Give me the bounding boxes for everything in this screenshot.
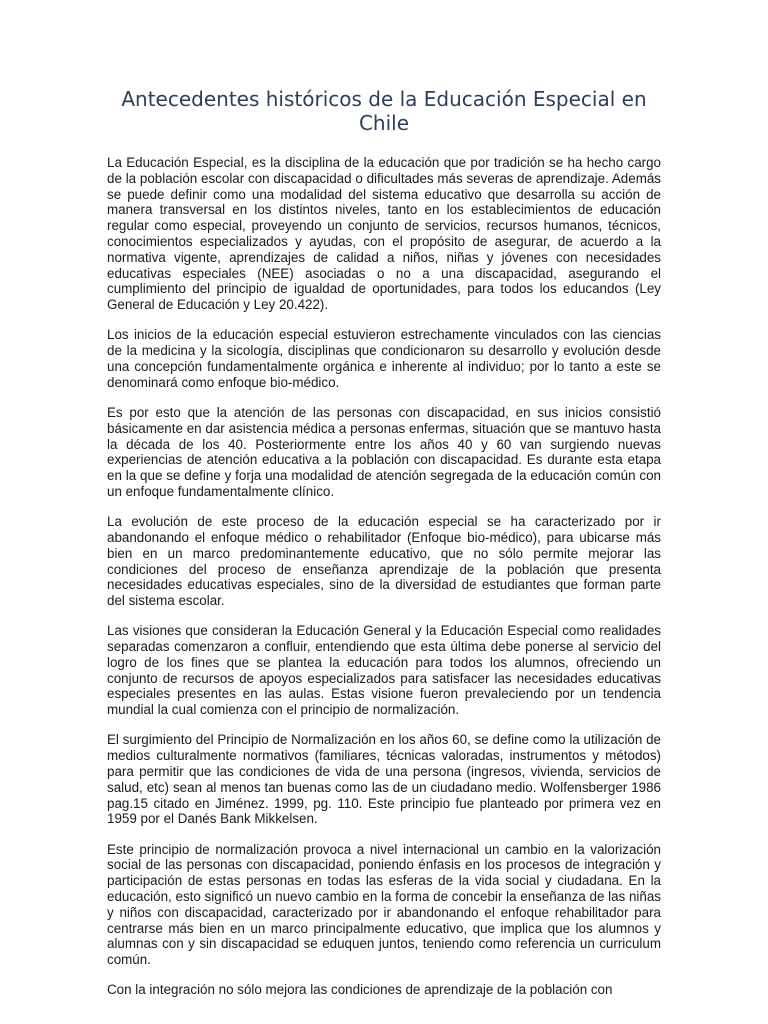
paragraph: La Educación Especial, es la disciplina de la educación que por tradición se ha hecho cargo de la población escolar con discapacidad o dificultades más severas de aprendizaje. Además se puede definir como una modalidad del sistema educativo que desarrolla su acción de manera transversal en los distintos niveles, tanto en los establecimientos de educación regular como especial, proveyendo un conjunto de servicios, recursos humanos, técnicos, conocimientos especializados y ayudas, con el propósito de asegurar, de acuerdo a la normativa vigente, aprendizajes de calidad a niños, niñas y jóvenes con necesidades educativas especiales (NEE) asociadas o no a una discapacidad, asegurando el cumplimiento del principio de igualdad de oportunidades, para todos los educandos (Ley General de Educación y Ley 20.422). bbox=[107, 155, 661, 313]
paragraph: La evolución de este proceso de la educación especial se ha caracterizado por ir abandonando el enfoque médico o rehabilitador (Enfoque bio-médico), para ubicarse más bien en un marco predominantemente educativo, que no sólo permite mejorar las condiciones del proceso de enseñanza aprendizaje de la población que presenta necesidades educativas especiales, sino de la diversidad de estudiantes que forman parte del sistema escolar. bbox=[107, 514, 661, 609]
paragraph: El surgimiento del Principio de Normalización en los años 60, se define como la utilización de medios culturalmente normativos (familiares, técnicas valoradas, instrumentos y métodos) para permitir que las condiciones de vida de una persona (ingresos, vivienda, servicios de salud, etc) sean al menos tan buenas como las de un ciudadano medio. Wolfensberger 1986 pag.15 citado en Jiménez. 1999, pg. 110. Este principio fue planteado por primera vez en 1959 por el Danés Bank Mikkelsen. bbox=[107, 732, 661, 827]
paragraph: Los inicios de la educación especial estuvieron estrechamente vinculados con las ciencias de la medicina y la sicología, disciplinas que condicionaron su desarrollo y evolución desde una concepción fundamentalmente orgánica e inherente al individuo; por lo tanto a este se denominará como enfoque bio-médico. bbox=[107, 327, 661, 390]
paragraph: Las visiones que consideran la Educación General y la Educación Especial como realidades separadas comenzaron a confluir, entendiendo que esta última debe ponerse al servicio del logro de los fines que se plantea la educación para todos los alumnos, ofreciendo un conjunto de recursos de apoyos especializados para satisfacer las necesidades educativas especiales presentes en las aulas. Estas visione fueron prevaleciendo por un tendencia mundial la cual comienza con el principio de normalización. bbox=[107, 623, 661, 718]
paragraph: Este principio de normalización provoca a nivel internacional un cambio en la valorización social de las personas con discapacidad, poniendo énfasis en los procesos de integración y participación de estas personas en todas las esferas de la vida social y ciudadana. En la educación, esto significó un nuevo cambio en la forma de concebir la enseñanza de las niñas y niños con discapacidad, caracterizado por ir abandonando el enfoque rehabilitador para centrarse más bien en un marco principalmente educativo, que implica que los alumnos y alumnas con y sin discapacidad se eduquen juntos, teniendo como referencia un curriculum común. bbox=[107, 841, 661, 968]
document-body bbox=[107, 155, 661, 1013]
paragraph: Es por esto que la atención de las personas con discapacidad, en sus inicios consistió básicamente en dar asistencia médica a personas enfermas, situación que se mantuvo hasta la década de los 40. Posteriormente entre los años 40 y 60 van surgiendo nuevas experiencias de atención educativa a la población con discapacidad. Es durante esta etapa en la que se define y forja una modalidad de atención segregada de la educación común con un enfoque fundamentalmente clínico. bbox=[107, 404, 661, 499]
document-title: Antecedentes históricos de la Educación Especial en Chile bbox=[121, 87, 647, 135]
paragraph-partial: Con la integración no sólo mejora las condiciones de aprendizaje de la población con bbox=[107, 982, 613, 998]
